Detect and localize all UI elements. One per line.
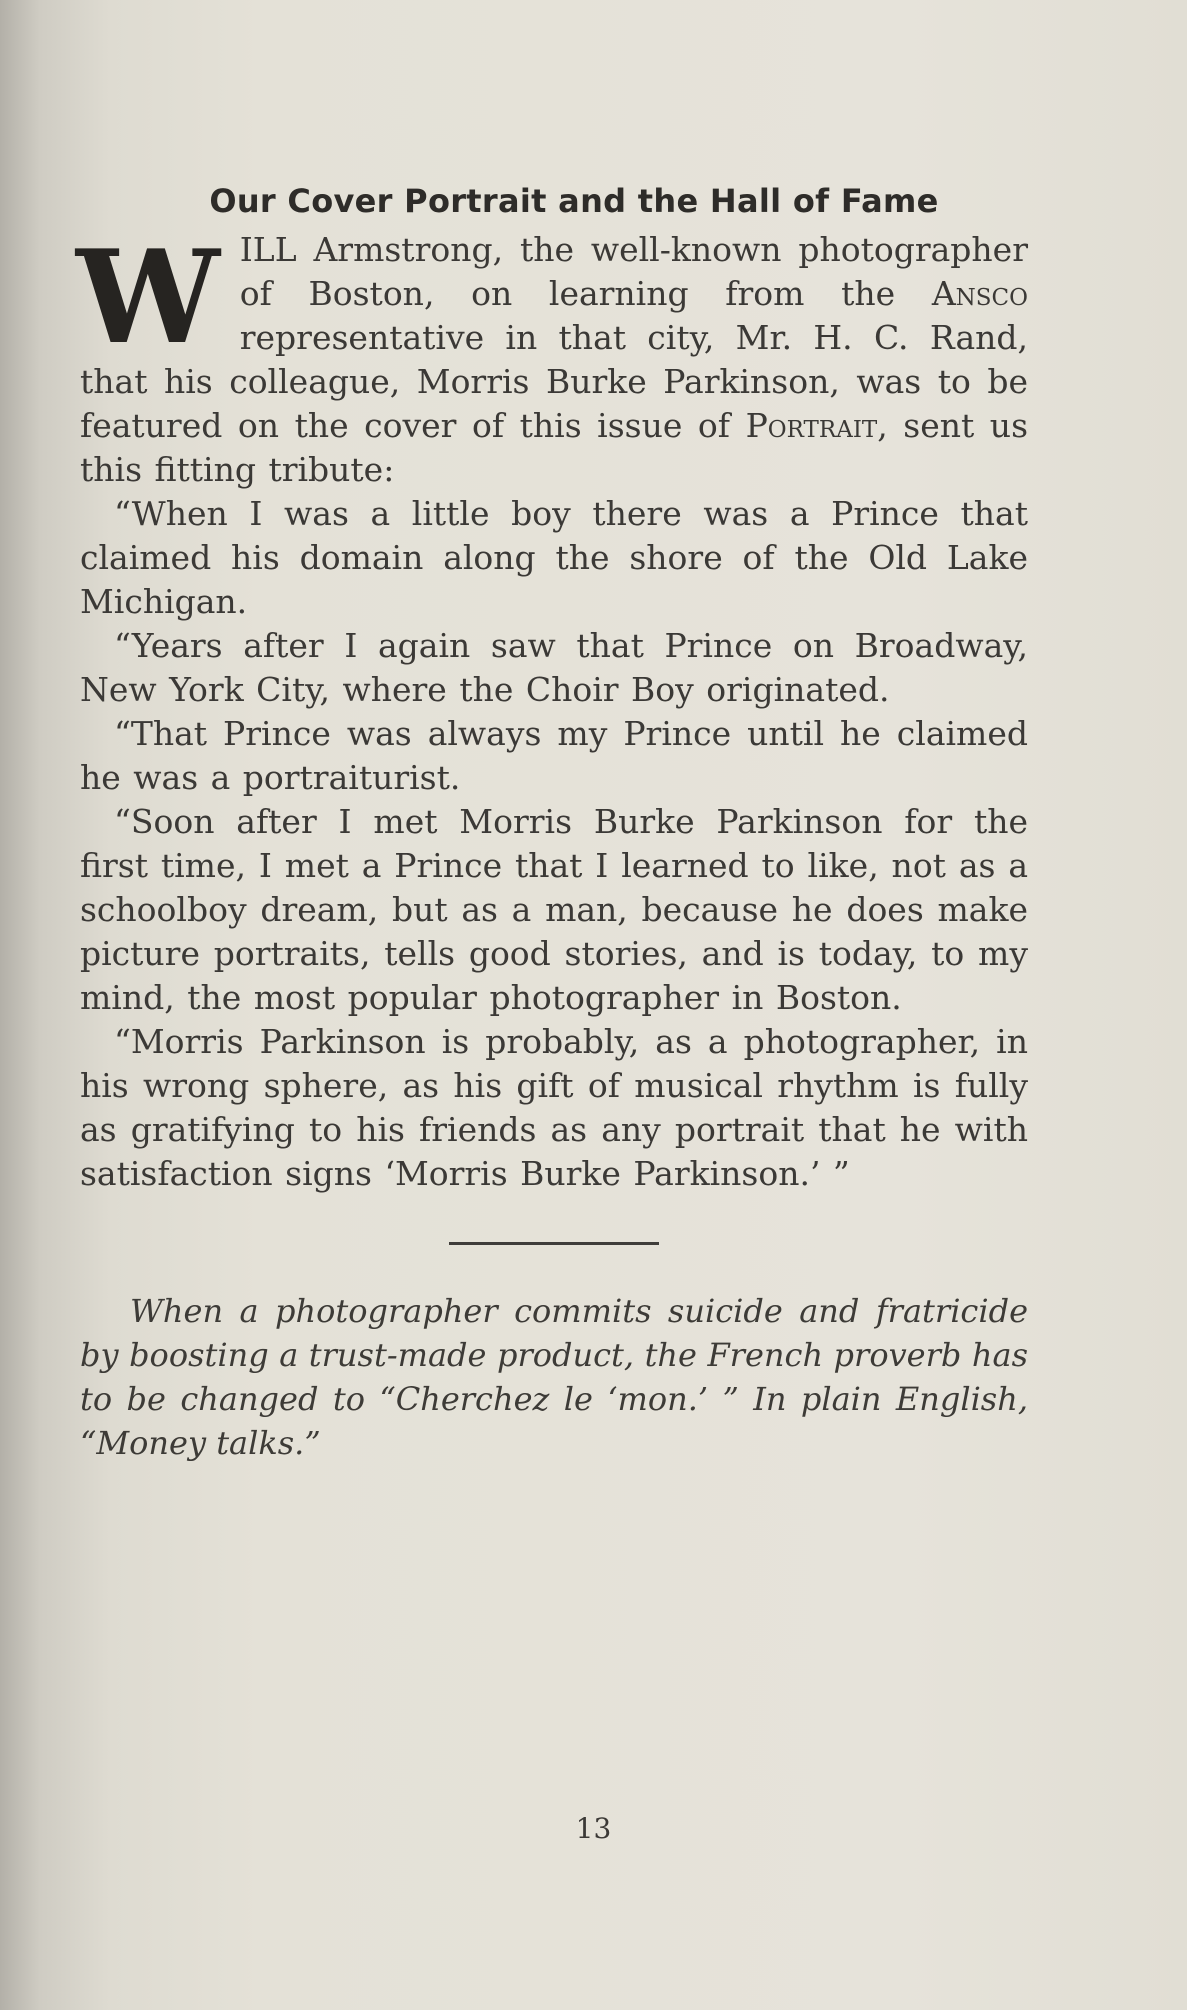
paragraph: “Soon after I met Morris Burke Parkinson for the first time, I met a Prince that I learned to like, not as a schoolboy dream, but as a man, because he does make picture portraits, tells good stories, and is today, to my mind, the most popular photographer in Boston. (80, 802, 1028, 1017)
lead-text-1: ILL Armstrong, the well-known photographer of Boston, on learning from the (239, 230, 1028, 313)
lead-paragraph (76, 223, 1028, 492)
article-title: Our Cover Portrait and the Hall of Fame (209, 182, 939, 220)
page-number: 13 (575, 1812, 612, 1845)
paragraph: “That Prince was always my Prince until he claimed he was a portraiturist. (80, 714, 1028, 797)
motto-paragraph: When a photographer commits suicide and fratricide by boosting a trust-made product, the French proverb has to be changed to “Cherchez le ‘mon.’ ” In plain English, “Money talks.” (80, 1292, 1028, 1462)
lead-text-3: , sent us this fitting tribute: (80, 406, 1028, 489)
portrait-magazine-name: Portrait (745, 406, 878, 445)
paragraph: “Years after I again saw that Prince on Broadway, New York City, where the Choir Boy originated. (80, 626, 1028, 709)
section-divider (449, 1242, 659, 1245)
paragraph: “When I was a little boy there was a Prince that claimed his domain along the shore of the Old Lake Michigan. (80, 494, 1028, 621)
page-content (76, 170, 1028, 1465)
lead-text-2: representative in that city, Mr. H. C. Rand, that his colleague, Morris Burke Parkinson, was to be featured on the cover of this issue of (80, 318, 1028, 445)
drop-cap: W (76, 223, 220, 373)
paragraph: “Morris Parkinson is probably, as a photographer, in his wrong sphere, as his gift of musical rhythm is fully as gratifying to his friends as any portrait that he with satisfaction signs ‘Morris Burke Parkinson.’ ” (80, 1022, 1028, 1193)
ansco-brand: Ansco (931, 274, 1028, 313)
